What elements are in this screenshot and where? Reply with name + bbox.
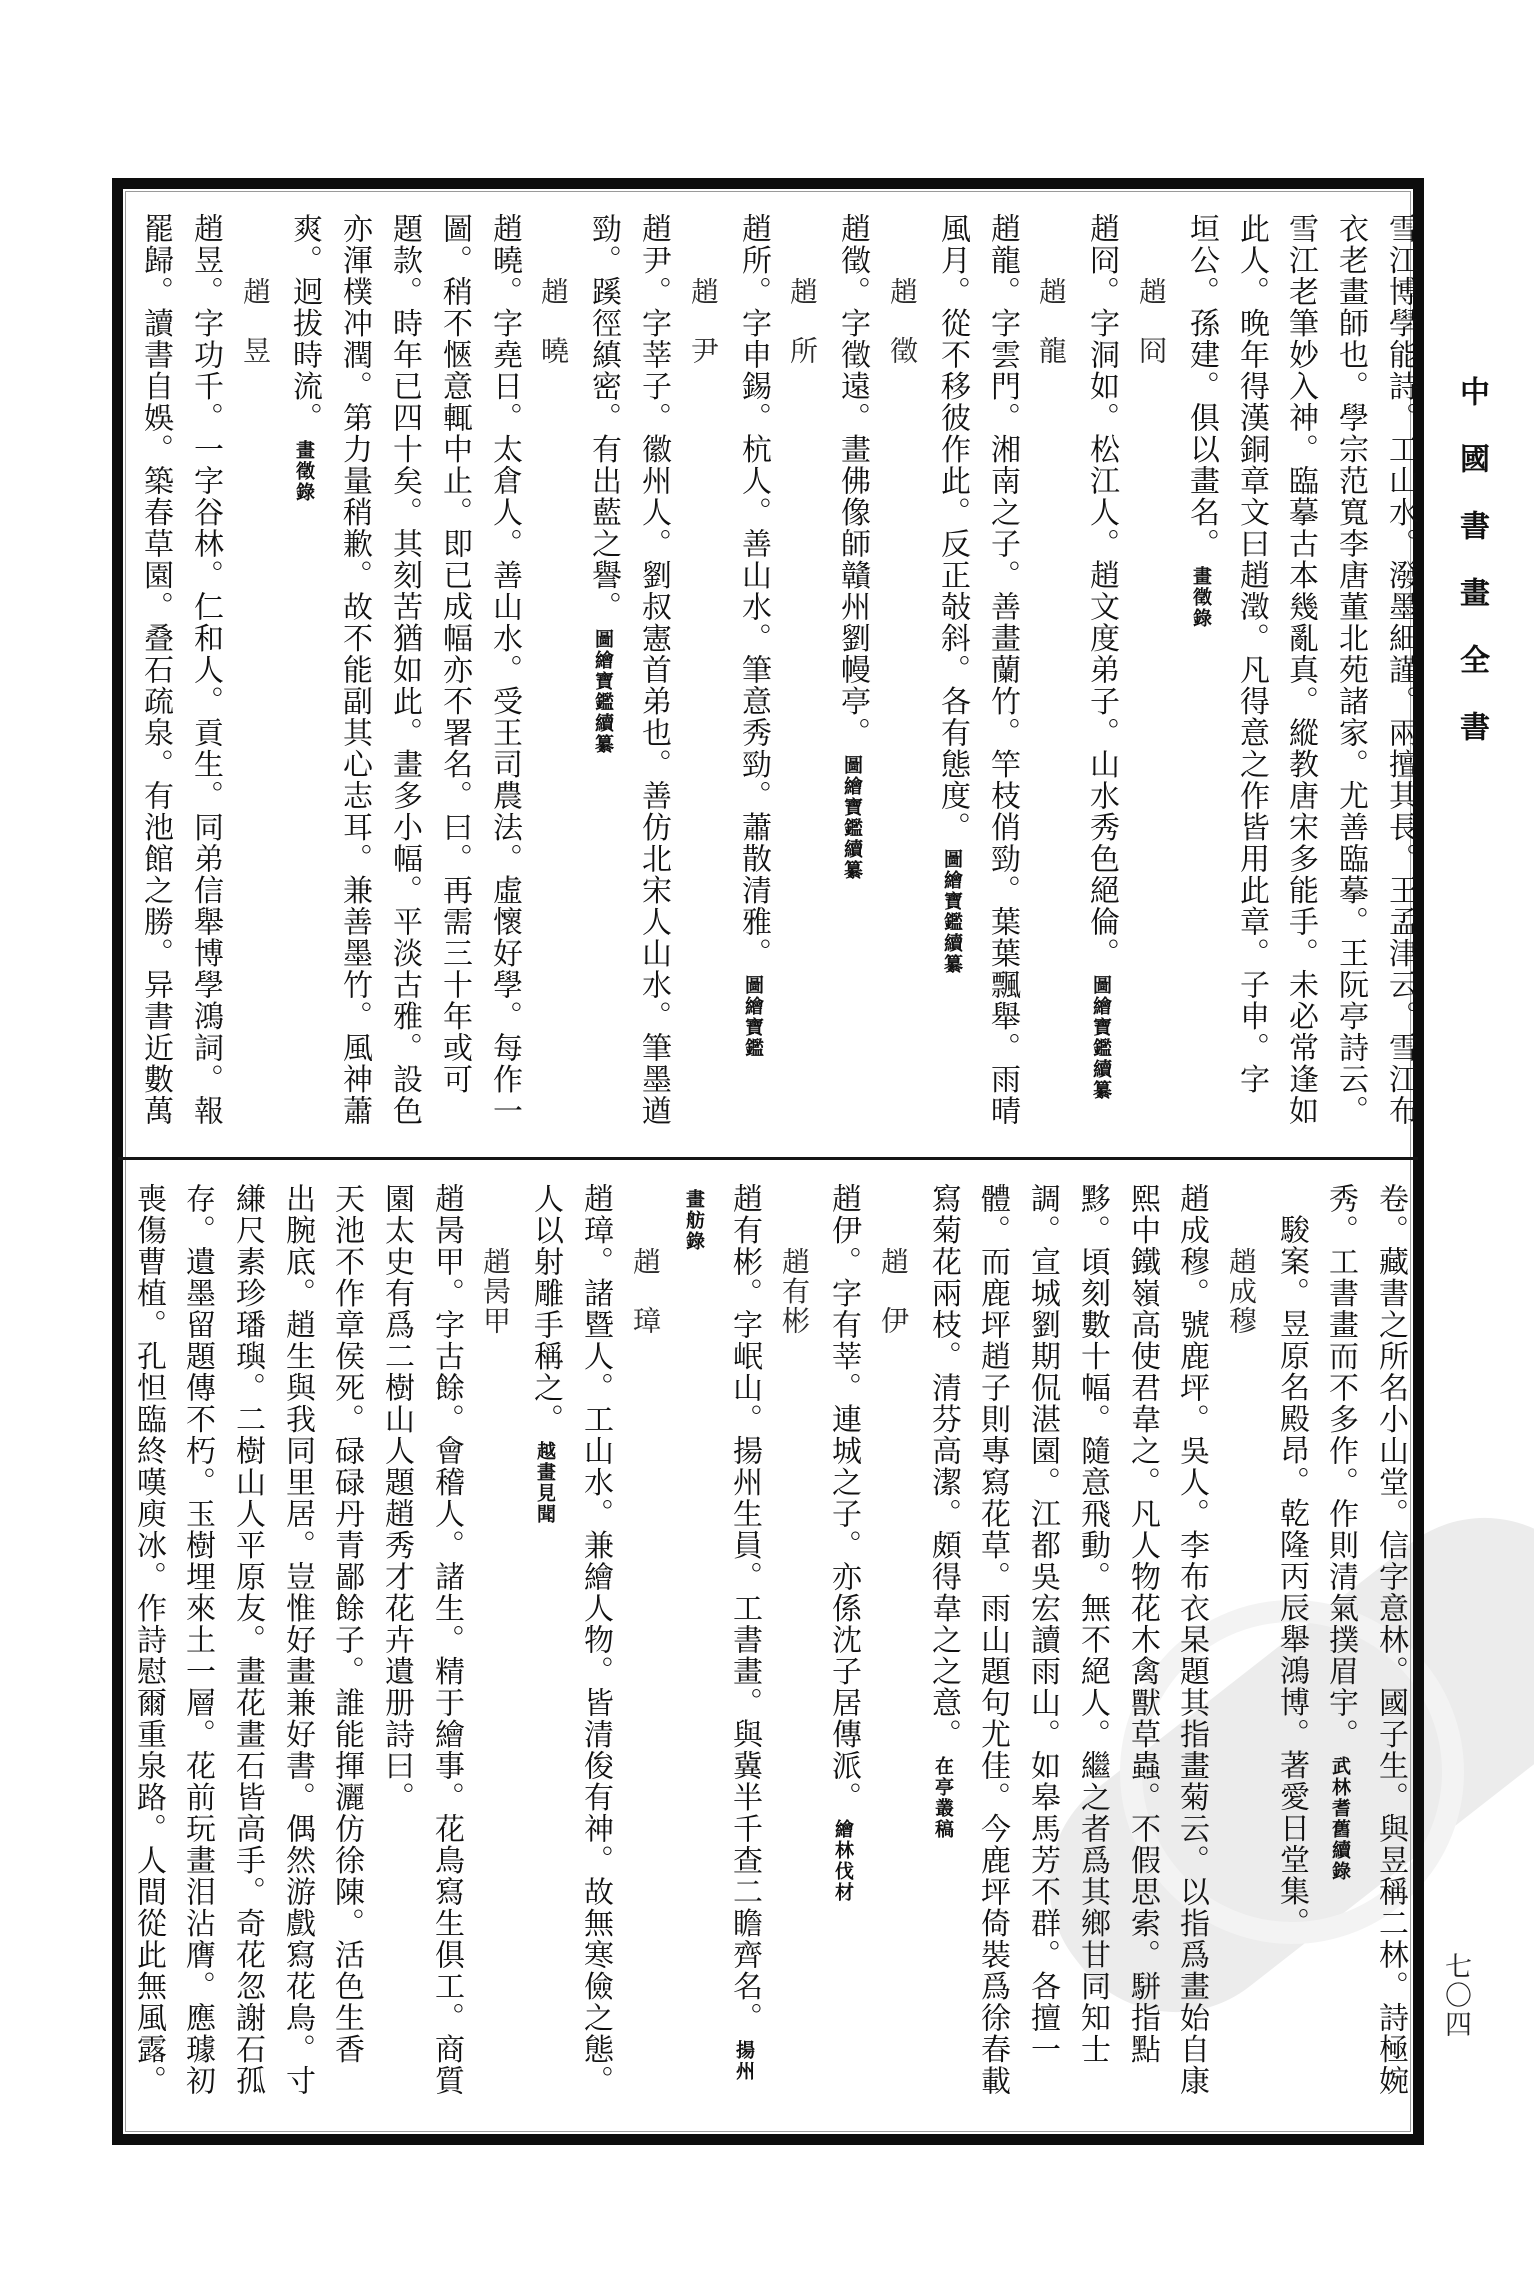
- column-text: 雪江老筆妙入神。臨摹古本幾亂真。縱教唐宋多能手。未必常逢如: [1283, 213, 1318, 1127]
- column-text: 衣老畫師也。學宗范寬李唐董北苑諸家。尤善臨摹。王阮亭詩云。: [1333, 213, 1368, 1127]
- text-column: [985, 213, 1020, 1127]
- column-text: 體。而鹿坪趙子則專寫花草。雨山題句尤佳。今鹿坪倚裝爲徐春載: [975, 1183, 1010, 2097]
- source-citation: 揚州: [733, 2039, 755, 2082]
- column-text: 趙伊。字有莘。連城之子。亦係沈子居傳派。: [826, 1183, 861, 1813]
- text-column: [429, 1183, 464, 2097]
- text-column: [387, 213, 422, 1127]
- source-citation: 圖繪寶鑑續纂: [941, 849, 963, 975]
- citation-continuation-column: [679, 1183, 709, 1252]
- text-column: [1025, 1183, 1060, 2065]
- column-text: 縑尺素珍璠璵。二樹山人平原友。畫花畫石皆高手。奇花忽謝石孤: [230, 1183, 265, 2097]
- column-text: 趙昱。字功千。一字谷林。仁和人。貢生。同弟信舉博學鴻詞。報: [188, 213, 223, 1127]
- entry-heading: 趙 璋: [629, 1247, 662, 1336]
- text-column: [1283, 213, 1318, 1127]
- column-text: 趙璋。諸暨人。工山水。兼繪人物。皆清俊有神。故無寒儉之態。: [578, 1183, 613, 2097]
- text-column: [1383, 213, 1418, 1127]
- text-column: [1333, 213, 1368, 1127]
- text-column: [1174, 1183, 1209, 2097]
- source-citation: 圖繪寶鑑續纂: [1090, 975, 1112, 1101]
- column-text: 人以射雕手稱之。: [528, 1183, 563, 1435]
- entry-heading: 趙 伊: [877, 1247, 910, 1336]
- entry-heading: 趙 尹: [687, 277, 720, 366]
- text-column: [487, 213, 522, 1127]
- entry-heading: 趙 徵: [886, 277, 919, 366]
- column-text: 卷。藏書之所名小山堂。信字意林。國子生。與昱稱二林。詩極婉: [1373, 1183, 1408, 2097]
- text-column: [975, 1183, 1010, 2097]
- column-text: 出腕底。趙生與我同里居。豈惟好畫兼好書。偶然游戲寫花鳥。寸: [280, 1183, 315, 2097]
- column-text: 勁。蹊徑縝密。有出藍之譽。: [586, 213, 621, 623]
- column-text: 雪江博學能詩。工山水。潑墨細謹。兩擅其長。王孟津云。雪江布: [1383, 213, 1418, 1127]
- page-number: 七〇四: [1440, 1952, 1471, 2039]
- entry-heading: 趙有彬: [778, 1247, 811, 1336]
- entry-heading: 趙成穆: [1225, 1247, 1258, 1336]
- column-text: 爽。迥拔時流。: [287, 213, 322, 434]
- entry-heading: 趙昺甲: [479, 1247, 512, 1336]
- source-citation: 畫舫錄: [683, 1189, 705, 1252]
- entry-heading: 趙 所: [786, 277, 819, 366]
- column-text: 趙徵。字徵遠。畫佛像師贛州劉幔亭。: [835, 213, 870, 749]
- text-column: [138, 213, 173, 1127]
- column-text: 風月。從不移彼作此。反正敧斜。各有態度。: [935, 213, 970, 843]
- column-text: 題款。時年已四十矣。其刻苦猶如此。畫多小幅。平淡古雅。設色: [387, 213, 422, 1127]
- poem-column: [131, 1183, 166, 2097]
- text-column: [586, 213, 621, 755]
- entry-heading: 趙 昱: [239, 277, 272, 366]
- column-text: 喪傷曹植。孔怛臨終嘆庾冰。作詩慰爾重泉路。人間從此無風露。: [131, 1183, 166, 2097]
- column-text: 此人。晚年得漢銅章文曰趙澂。凡得意之作皆用此章。子申。字: [1234, 213, 1269, 1095]
- column-text: 調。宣城劉期侃湛園。江都吳宏讀雨山。如皋馬芳不群。各擅一: [1025, 1183, 1060, 2065]
- text-column: [1125, 1183, 1160, 2065]
- text-column: [188, 213, 223, 1127]
- entry-heading: 趙 龍: [1035, 277, 1068, 366]
- text-column: [1234, 213, 1269, 1095]
- source-citation: 繪林伐材: [832, 1819, 854, 1903]
- text-column: [337, 213, 372, 1127]
- poem-column: [329, 1183, 364, 2065]
- source-citation: 武林耆舊續錄: [1329, 1756, 1351, 1882]
- entry-heading: 趙 冏: [1135, 277, 1168, 366]
- column-text: 趙所。字申錫。杭人。善山水。筆意秀勁。蕭散清雅。: [736, 213, 771, 969]
- text-column: [379, 1183, 414, 1813]
- column-text: 駿案。昱原名殿昂。乾隆丙辰舉鴻博。著愛日堂集。: [1274, 1214, 1309, 1939]
- column-text: 天池不作章侯死。碌碌丹青鄙餘子。誰能揮灑仿徐陳。活色生香: [329, 1183, 364, 2065]
- column-text: 秀。工書畫而不多作。作則清氣撲眉宇。: [1323, 1183, 1358, 1750]
- column-text: 黟。頃刻數十幅。隨意飛動。無不絕人。繼之者爲其鄉甘同知士: [1075, 1183, 1110, 2065]
- column-text: 罷歸。讀書自娛。築春草園。叠石疏泉。有池館之勝。异書近數萬: [138, 213, 173, 1127]
- running-header-title: 中國書畫全書: [1454, 376, 1489, 778]
- text-column: [578, 1183, 613, 2097]
- text-column: [528, 1183, 563, 1525]
- column-text: 垣公。孫建。俱以畫名。: [1184, 213, 1219, 560]
- column-text: 趙有彬。字岷山。揚州生員。工書畫。與冀半千查二瞻齊名。: [727, 1183, 762, 2034]
- text-column: [636, 213, 671, 1127]
- source-citation: 圖繪寶鑑續纂: [841, 754, 863, 881]
- column-text: 園太史有爲二樹山人題趙秀才花卉遺册詩曰。: [379, 1183, 414, 1813]
- column-text: 趙龍。字雲門。湘南之子。善畫蘭竹。竿枝俏勁。葉葉飄舉。雨晴: [985, 213, 1020, 1127]
- text-column: [437, 213, 472, 1095]
- text-column: [736, 213, 771, 1059]
- source-citation: 圖繪寶鑑: [742, 975, 764, 1059]
- entry-heading: 趙 曉: [537, 277, 570, 366]
- text-column: [287, 213, 322, 503]
- column-text: 趙冏。字洞如。松江人。趙文度弟子。山水秀色絕倫。: [1084, 213, 1119, 969]
- text-column: [1373, 1183, 1408, 2097]
- poem-column: [180, 1183, 215, 2097]
- text-column: [727, 1183, 762, 2082]
- text-column: [826, 1183, 861, 1903]
- text-column: [935, 213, 970, 975]
- column-text: 圖。稍不愜意輒中止。即已成幅亦不署名。曰。再需三十年或可: [437, 213, 472, 1095]
- column-text: 趙曉。字堯日。太倉人。善山水。受王司農法。虛懷好學。每作一: [487, 213, 522, 1127]
- text-column: [835, 213, 870, 881]
- text-column: [1184, 213, 1219, 629]
- source-citation: 圖繪寶鑑續纂: [592, 628, 614, 755]
- text-column: [926, 1183, 961, 1840]
- source-citation: 在亭叢稿: [932, 1756, 954, 1840]
- text-column: [1075, 1183, 1110, 2065]
- column-text: 寫菊花兩枝。清芬高潔。頗得韋之之意。: [926, 1183, 961, 1750]
- source-citation: 越畫見聞: [534, 1441, 556, 1525]
- source-citation: 畫徵錄: [1190, 565, 1212, 629]
- column-text: 熙中鐵嶺高使君韋之。凡人物花木禽獸草蟲。不假思索。駢指點: [1125, 1183, 1160, 2065]
- column-text: 存。遺墨留題傳不朽。玉樹埋來土一層。花前玩畫泪沾膺。應璩初: [180, 1183, 215, 2097]
- editor-note-column: [1274, 1214, 1309, 1939]
- column-text: 趙昺甲。字古餘。會稽人。諸生。精于繪事。花鳥寫生俱工。商質: [429, 1183, 464, 2097]
- column-text: 亦渾樸冲潤。第力量稍歉。故不能副其心志耳。兼善墨竹。風神蕭: [337, 213, 372, 1127]
- source-citation: 畫徵錄: [293, 439, 315, 503]
- text-column: [1084, 213, 1119, 1101]
- register-divider-rule: [118, 1157, 1418, 1160]
- poem-column: [280, 1183, 315, 2097]
- column-text: 趙成穆。號鹿坪。吳人。李布衣杲題其指畫菊云。以指爲畫始自康: [1174, 1183, 1209, 2097]
- poem-column: [230, 1183, 265, 2097]
- text-column: [1323, 1183, 1358, 1882]
- column-text: 趙尹。字莘子。徽州人。劉叔憲首弟也。善仿北宋人山水。筆墨遒: [636, 213, 671, 1127]
